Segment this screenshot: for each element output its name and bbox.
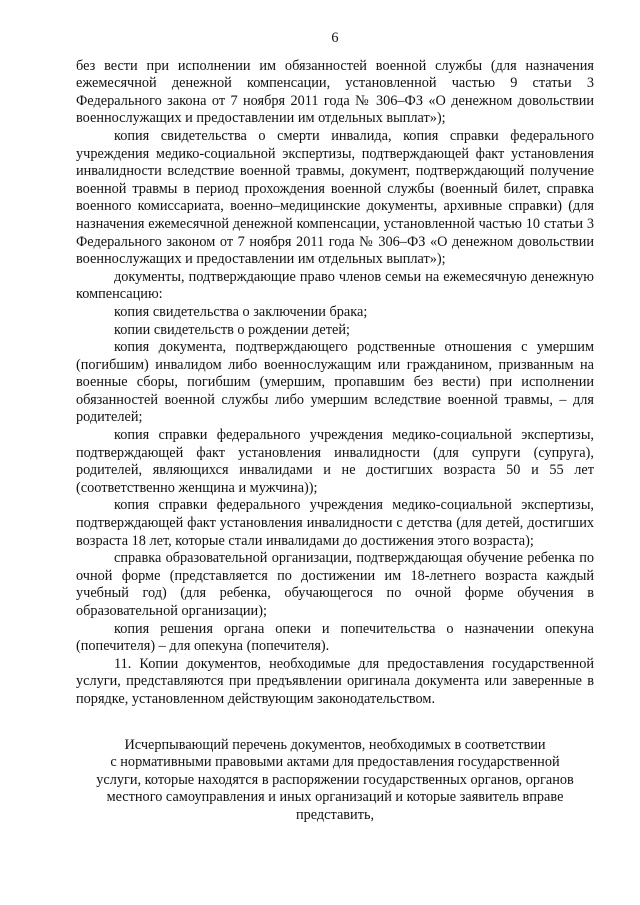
- paragraph-5: копии свидетельств о рождении детей;: [114, 321, 350, 338]
- body-text: [76, 58, 594, 709]
- paragraph-3: документы, подтверждающие право членов семьи на ежемесячную денежную компенсацию:: [76, 268, 594, 303]
- paragraph-7: копия справки федерального учреждения медико-социальной экспертизы, подтверждающей факт установления инвалидности (для супруги (супруга), родителей, являющихся инвалидами и не достигших возраста 50 и 55 лет (соответственно женщина и мужчина));: [76, 427, 594, 496]
- heading-line-5: представить,: [295, 806, 375, 823]
- heading-line-1: Исчерпывающий перечень документов, необходимых в соответствии: [124, 736, 546, 753]
- paragraph-1: без вести при исполнении им обязанностей военной службы (для назначения ежемесячной денежной компенсации, установленной частью 9 статьи 3 Федерального закона от 7 ноября 2011 года № 306–ФЗ «О денежном довольствии военнослужащих и предоставлении им отдельных выплат»);: [76, 57, 594, 127]
- paragraph-6: копия документа, подтверждающего родственные отношения с умершим (погибшим) инвалидом либо военнослужащим или гражданином, призванным на военные сборы, погибшим (умершим, пропавшим без вести) при исполнении обязанностей военной службы либо умершим вследствие военной травмы, – для родителей;: [76, 339, 594, 426]
- heading-line-3: услуги, которые находятся в распоряжении государственных органов, органов: [96, 771, 574, 788]
- page-number: 6: [331, 30, 339, 46]
- paragraph-2: копия свидетельства о смерти инвалида, копия справки федерального учреждения медико-социальной экспертизы, подтверждающей факт установления инвалидности вследствие военной травмы, документ, подтверждающий получение военной травмы в период прохождения военной службы (военный билет, справка военного комиссариата, военно–медицинские документы, архивные справки) (для назначения ежемесячной денежной компенсации, установленной частью 10 статьи 3 Федерального законом от 7 ноября 2011 года № 306–ФЗ «О денежном довольствии военнослужащих и предоставлении им отдельных выплат»);: [76, 127, 594, 268]
- paragraph-11: 11. Копии документов, необходимые для предоставления государственной услуги, представляются при предъявлении оригинала документа или заверенные в порядке, установленном действующим законодательством.: [76, 655, 594, 707]
- heading-line-2: с нормативными правовыми актами для предоставления государственной: [110, 754, 560, 771]
- heading-line-4: местного самоуправления и иных организаций и которые заявитель вправе: [106, 789, 564, 806]
- paragraph-10: копия решения органа опеки и попечительства о назначении опекуна (попечителя) – для опекуна (попечителя).: [76, 620, 594, 655]
- paragraph-8: копия справки федерального учреждения медико-социальной экспертизы, подтверждающей факт установления инвалидности с детства (для детей, достигших возраста 18 лет, которые стали инвалидами до достижения этого возраста);: [76, 497, 594, 549]
- paragraph-9: справка образовательной организации, подтверждающая обучение ребенка по очной форме (представляется по достижении им 18-летнего возраста каждый учебный год) (для ребенка, обучающегося по очной форме обучения в образовательной организации);: [76, 550, 594, 619]
- section-heading: [76, 737, 594, 825]
- paragraph-4: копия свидетельства о заключении брака;: [114, 303, 368, 320]
